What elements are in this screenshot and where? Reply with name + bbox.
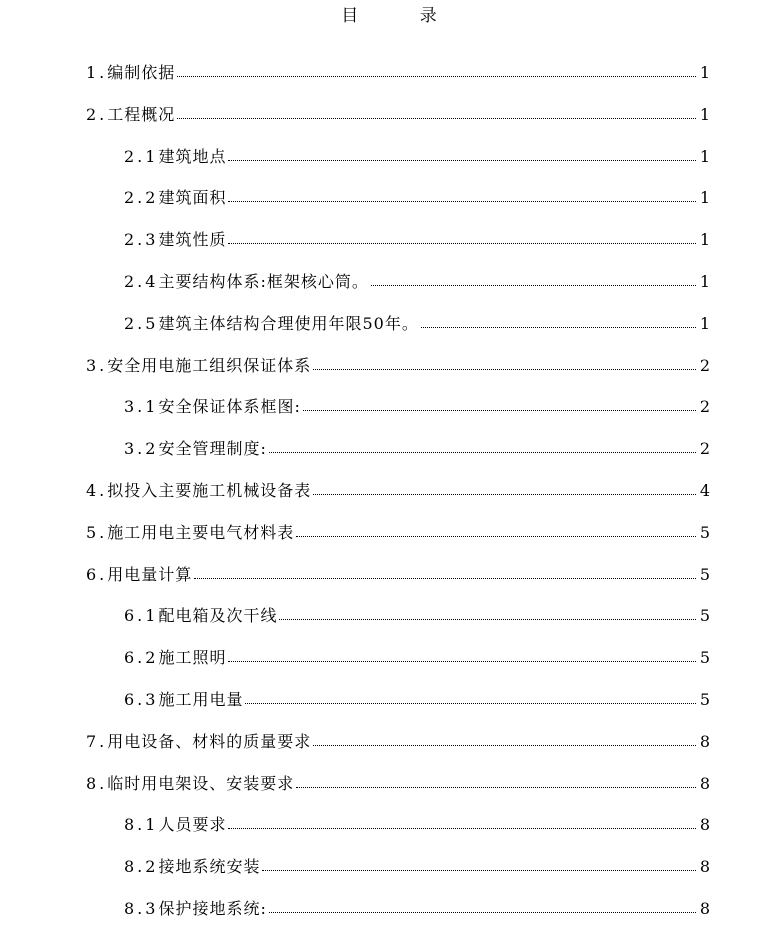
toc-entry-number: 2.2 [124,188,159,208]
toc-entry-number: 5. [86,522,108,542]
toc-entry[interactable] [0,565,778,607]
toc-entry-page-number: 5 [699,522,710,542]
toc-dot-leader [269,912,696,913]
toc-dot-leader [177,118,696,119]
toc-entry-number: 4. [86,480,108,500]
toc-entry-page-number: 1 [699,188,710,208]
toc-entry-number: 8. [86,773,108,793]
toc-dot-leader [245,703,696,704]
toc-entry-number: 3.2 [124,439,159,459]
toc-entry[interactable] [0,314,778,356]
toc-entry[interactable] [0,899,778,941]
toc-entry-page-number: 1 [699,104,710,124]
toc-entry-number: 2.1 [124,146,159,166]
toc-entry-page-number: 8 [699,815,710,835]
toc-entry[interactable] [0,63,778,105]
toc-entry[interactable] [0,439,778,481]
toc-entry-number: 2.3 [124,230,159,250]
toc-entry[interactable] [0,356,778,398]
toc-dot-leader [313,369,696,370]
toc-entry[interactable] [0,272,778,314]
toc-entry[interactable] [0,606,778,648]
toc-dot-leader [313,494,696,495]
toc-dot-leader [228,828,696,829]
toc-entry-page-number: 1 [699,313,710,333]
toc-entry[interactable] [0,188,778,230]
toc-entry-text: 编制依据 [107,63,176,82]
toc-entry-page-number: 8 [699,857,710,877]
toc-entry-text: 建筑性质 [158,230,227,250]
toc-dot-leader [296,787,696,788]
toc-entry-text: 安全用电施工组织保证体系 [107,355,312,375]
toc-entry-text: 安全保证体系框图: [158,397,301,417]
toc-entry[interactable] [0,397,778,439]
toc-entry-page-number: 2 [699,397,710,417]
toc-entry-page-number: 5 [699,564,710,584]
toc-entry-text: 拟投入主要施工机械设备表 [107,480,312,500]
toc-entry-number: 3.1 [124,397,159,417]
toc-entry[interactable] [0,105,778,147]
toc-entry-text: 安全管理制度: [158,439,267,459]
toc-entry-page-number: 1 [699,271,710,291]
toc-entry[interactable] [0,857,778,899]
toc-entry-page-number: 2 [699,439,710,459]
toc-dot-leader [269,452,696,453]
toc-entry[interactable] [0,481,778,523]
toc-dot-leader [296,536,696,537]
toc-dot-leader [194,578,696,579]
toc-entry-page-number: 8 [699,731,710,751]
toc-entry-text: 工程概况 [107,104,176,124]
toc-entry[interactable] [0,147,778,189]
toc-list [0,63,778,941]
toc-entry[interactable] [0,732,778,774]
toc-entry-text: 配电箱及次干线 [158,606,278,626]
toc-entry-page-number: 8 [699,773,710,793]
toc-entry-text: 建筑主体结构合理使用年限50年。 [158,313,419,333]
toc-entry[interactable] [0,523,778,565]
toc-entry-page-number: 5 [699,648,710,668]
toc-entry-number: 6.3 [124,689,159,709]
toc-entry[interactable] [0,815,778,857]
toc-entry-page-number: 2 [699,355,710,375]
toc-entry-number: 3. [86,355,108,375]
toc-dot-leader [228,661,696,662]
toc-entry-text: 建筑面积 [158,188,227,208]
toc-entry-number: 2. [86,104,108,124]
toc-entry-text: 接地系统安装 [158,857,261,877]
toc-entry-text: 施工照明 [158,648,227,668]
toc-dot-leader [371,285,696,286]
toc-entry-page-number: 5 [699,689,710,709]
toc-entry-text: 保护接地系统: [158,898,267,918]
toc-entry-number: 8.2 [124,857,159,877]
toc-entry-page-number: 4 [699,480,710,500]
toc-entry-number: 8.1 [124,815,159,835]
toc-dot-leader [313,745,696,746]
toc-entry-page-number: 1 [699,63,710,82]
toc-entry-text: 建筑地点 [158,146,227,166]
toc-entry[interactable] [0,648,778,690]
toc-dot-leader [303,410,696,411]
toc-entry-text: 施工用电主要电气材料表 [107,522,295,542]
toc-dot-leader [262,870,696,871]
toc-entry-number: 7. [86,731,108,751]
toc-dot-leader [228,160,696,161]
toc-dot-leader [421,327,696,328]
toc-entry-text: 临时用电架设、安装要求 [107,773,295,793]
toc-entry-page-number: 5 [699,606,710,626]
toc-entry-text: 人员要求 [158,815,227,835]
toc-entry[interactable] [0,230,778,272]
toc-entry-number: 1. [86,63,108,82]
toc-entry-page-number: 1 [699,230,710,250]
toc-entry-text: 主要结构体系:框架核心筒。 [158,271,369,291]
toc-entry-text: 用电量计算 [107,564,193,584]
toc-entry-page-number: 1 [699,146,710,166]
toc-entry-text: 施工用电量 [158,689,244,709]
toc-entry-page-number: 8 [699,898,710,918]
toc-entry-number: 8.3 [124,898,159,918]
toc-dot-leader [228,201,696,202]
toc-entry-text: 用电设备、材料的质量要求 [107,731,312,751]
toc-entry-number: 2.4 [124,271,159,291]
toc-entry-number: 6.2 [124,648,159,668]
toc-entry-number: 6. [86,564,108,584]
toc-entry[interactable] [0,774,778,816]
toc-dot-leader [279,619,696,620]
toc-title: 目 录 [341,6,465,26]
toc-dot-leader [177,76,696,77]
toc-entry[interactable] [0,690,778,732]
toc-entry-number: 6.1 [124,606,159,626]
toc-dot-leader [228,243,696,244]
toc-entry-number: 2.5 [124,313,159,333]
